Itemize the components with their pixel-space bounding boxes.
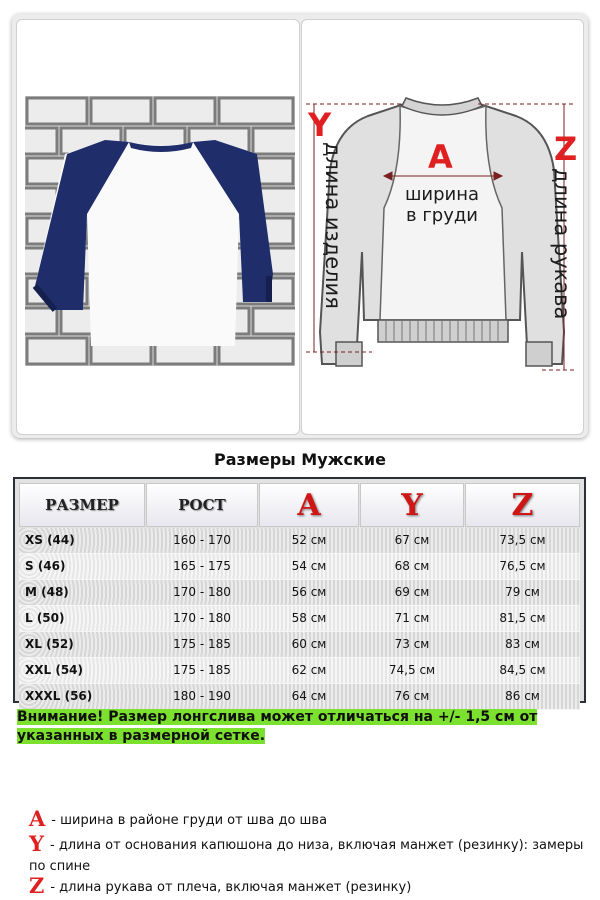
cell-height: 170 - 180 <box>173 585 231 599</box>
legend-a <box>29 808 589 831</box>
cell-z: 86 см <box>505 689 540 703</box>
legend-z-letter: Z <box>29 873 45 898</box>
table-row <box>19 580 580 606</box>
cell-height: 170 - 180 <box>173 611 231 625</box>
letter-y: Y <box>308 106 332 144</box>
cell-size: XL (52) <box>25 637 74 651</box>
table-row <box>19 554 580 580</box>
header-z: Z <box>465 483 580 527</box>
legend-y <box>29 833 589 877</box>
cell-a: 58 см <box>291 611 327 625</box>
cell-a: 56 см <box>291 585 327 599</box>
cell-z: 76,5 см <box>499 559 546 573</box>
legend-y-text: - длина от основания капюшона до низа, включая манжет (резинку): замеры по спине <box>29 838 584 874</box>
cell-height: 165 - 175 <box>173 559 231 573</box>
cell-size: S (46) <box>25 559 66 573</box>
cell-size: M (48) <box>25 585 69 599</box>
table-row <box>19 606 580 632</box>
cell-size: XS (44) <box>25 533 75 547</box>
chest-label-line2: в груди <box>405 205 479 226</box>
table-row <box>19 632 580 658</box>
size-warning-note <box>17 708 587 746</box>
cell-a: 52 см <box>291 533 327 547</box>
cell-y: 71 см <box>394 611 430 625</box>
table-row <box>19 684 580 710</box>
table-row <box>19 528 580 554</box>
product-photo-panel <box>16 19 300 435</box>
cell-height: 175 - 185 <box>173 637 231 651</box>
letter-a: A <box>428 138 453 176</box>
legend-z-text: - длина рукава от плеча, включая манжет (резинку) <box>50 880 412 895</box>
cell-a: 60 см <box>291 637 327 651</box>
cell-height: 175 - 185 <box>173 663 231 677</box>
cell-y: 68 см <box>394 559 430 573</box>
cell-size: L (50) <box>25 611 65 625</box>
table-header <box>19 483 580 527</box>
cell-z: 79 см <box>505 585 540 599</box>
cell-size: XXXL (56) <box>25 689 93 703</box>
legend-a-letter: A <box>29 806 46 831</box>
header-a: A <box>259 483 359 527</box>
cell-y: 67 см <box>394 533 430 547</box>
cell-z: 83 см <box>505 637 540 651</box>
header-size: РАЗМЕР <box>19 483 145 527</box>
cell-y: 69 см <box>394 585 430 599</box>
header-height: РОСТ <box>146 483 258 527</box>
cell-z: 73,5 см <box>499 533 546 547</box>
chest-label-line1: ширина <box>404 184 480 205</box>
cell-y: 73 см <box>394 637 430 651</box>
size-table <box>13 477 586 703</box>
product-photo <box>25 96 295 366</box>
cell-y: 74,5 см <box>388 663 436 677</box>
size-warning-text: Внимание! Размер лонгслива может отличаться на +/- 1,5 см от указанных в размерной сетке. <box>17 709 538 744</box>
cell-a: 62 см <box>291 663 327 677</box>
header-y: Y <box>360 483 464 527</box>
product-images-card <box>12 14 588 438</box>
legend-a-text: - ширина в районе груди от шва до шва <box>51 813 328 828</box>
sleeve-label: длина рукава <box>550 168 574 320</box>
cell-a: 64 см <box>291 689 327 703</box>
cell-y: 76 см <box>394 689 430 703</box>
table-row <box>19 658 580 684</box>
letter-z: Z <box>554 130 578 168</box>
size-table-title: Размеры Мужские <box>214 450 386 469</box>
cell-z: 84,5 см <box>499 663 546 677</box>
cell-height: 180 - 190 <box>173 689 231 703</box>
measurement-diagram <box>302 20 583 434</box>
cell-size: XXL (54) <box>25 663 83 677</box>
legend-z <box>29 875 589 898</box>
cell-height: 160 - 170 <box>173 533 231 547</box>
table-body <box>19 528 580 710</box>
legend-y-letter: Y <box>29 831 44 856</box>
cell-a: 54 см <box>291 559 327 573</box>
cell-z: 81,5 см <box>499 611 546 625</box>
length-label: длина изделия <box>321 142 345 309</box>
measurement-diagram-panel <box>301 19 584 435</box>
